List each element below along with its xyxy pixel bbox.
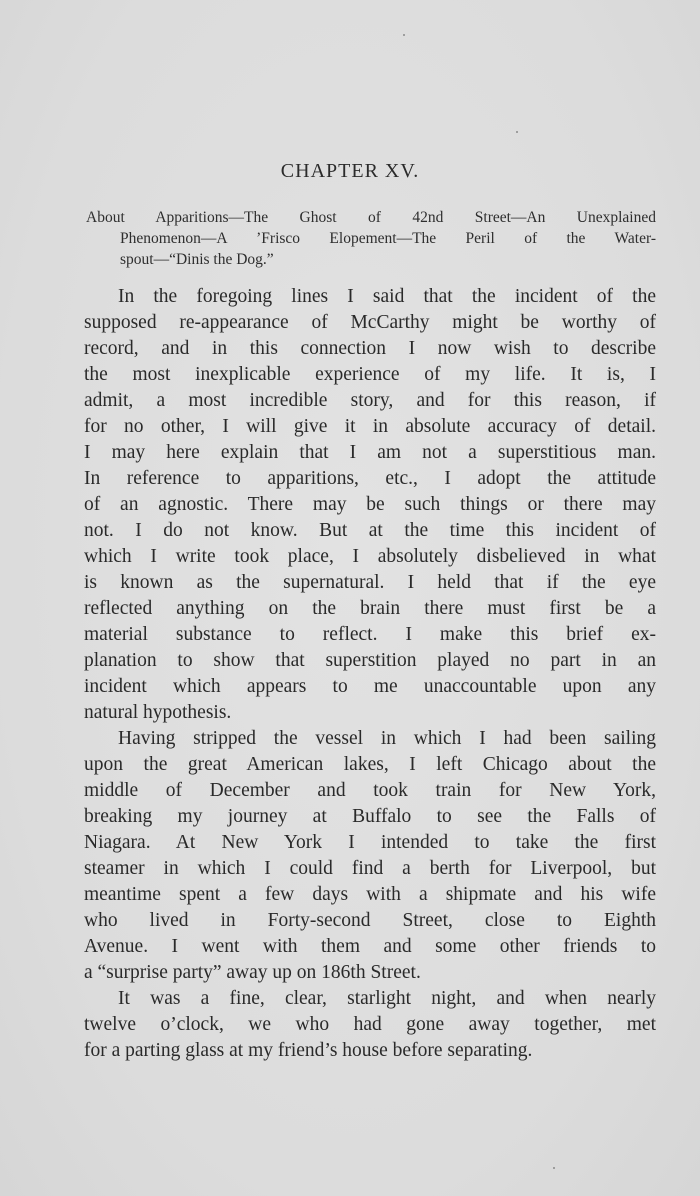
text-line: for no other, I will give it in absolute accuracy of detail. [84, 416, 656, 437]
text-line: In reference to apparitions, etc., I adopt the attitude [84, 468, 656, 489]
text-line: which I write took place, I absolutely disbelieved in what [84, 546, 656, 567]
text-line: material substance to reflect. I make this brief ex- [84, 624, 656, 645]
text-line: is known as the supernatural. I held that if the eye [84, 572, 656, 593]
text-line: for a parting glass at my friend’s house before separating. [84, 1040, 533, 1061]
text-line: upon the great American lakes, I left Chicago about the [84, 754, 656, 775]
text-line: In the foregoing lines I said that the incident of the [118, 286, 656, 307]
text-line: Having stripped the vessel in which I had been sailing [118, 728, 656, 749]
text-line: reflected anything on the brain there must first be a [84, 598, 656, 619]
text-line: who lived in Forty-second Street, close to Eighth [84, 910, 656, 931]
text-line: steamer in which I could find a berth for Liverpool, but [84, 858, 656, 879]
paragraph [84, 986, 656, 1064]
text-line: a “surprise party” away up on 186th Street. [84, 962, 421, 983]
chapter-body [84, 284, 656, 1064]
paper-speck [516, 131, 518, 133]
text-line: twelve o’clock, we who had gone away together, met [84, 1014, 656, 1035]
text-line: of an agnostic. There may be such things or there may [84, 494, 656, 515]
text-line: admit, a most incredible story, and for this reason, if [84, 390, 656, 411]
text-line: natural hypothesis. [84, 702, 232, 723]
summary-line: Phenomenon—A ’Frisco Elopement—The Peril of the Water- [120, 230, 656, 247]
text-line: the most inexplicable experience of my life. It is, I [84, 364, 656, 385]
text-line: Avenue. I went with them and some other friends to [84, 936, 656, 957]
text-line: breaking my journey at Buffalo to see the Falls of [84, 806, 656, 827]
paper-speck [403, 34, 405, 36]
text-line: record, and in this connection I now wish to describe [84, 338, 656, 359]
text-line: I may here explain that I am not a superstitious man. [84, 442, 656, 463]
text-line: meantime spent a few days with a shipmate and his wife [84, 884, 656, 905]
text-line: Niagara. At New York I intended to take the first [84, 832, 656, 853]
summary-line: About Apparitions—The Ghost of 42nd Street—An Unexplained [86, 209, 656, 226]
paragraph [84, 284, 656, 726]
paragraph [84, 726, 656, 986]
paper-speck [553, 1167, 555, 1169]
text-line: supposed re-appearance of McCarthy might be worthy of [84, 312, 656, 333]
text-line: It was a fine, clear, starlight night, and when nearly [118, 988, 656, 1009]
chapter-summary [86, 207, 656, 270]
text-line: middle of December and took train for New York, [84, 780, 656, 801]
text-line: not. I do not know. But at the time this incident of [84, 520, 656, 541]
text-line: planation to show that superstition played no part in an [84, 650, 656, 671]
summary-line: spout—“Dinis the Dog.” [120, 251, 274, 268]
chapter-title: CHAPTER XV. [280, 160, 420, 182]
text-line: incident which appears to me unaccountable upon any [84, 676, 656, 697]
